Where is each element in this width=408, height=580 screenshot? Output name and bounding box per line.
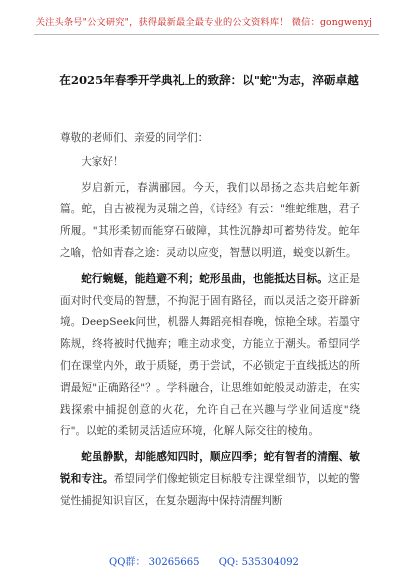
salutation: 尊敬的老师们、亲爱的同学们： bbox=[60, 132, 209, 144]
footer-qq-group: QQ群： 30265665 bbox=[109, 557, 200, 568]
paragraph-1: 岁启新元，春满郦园。今天，我们以昂扬之态共启蛇年新篇。蛇，自古被视为灵瑞之兽，《诗经》有云："维蛇维虺，君子所履。"其形柔韧而能穿石破障，其性沉静却可蓄势待发。蛇年之喻，恰如青春之途：灵动以应变，智慧以明道，蜕变以新生。 bbox=[60, 181, 360, 259]
paragraph-2-lead: 蛇行蜿蜒，能趋避不利；蛇形虽曲，也能抵达目标。 bbox=[81, 272, 328, 285]
page-title: 在2025年春季开学典礼上的致辞：以"蛇"为志，淬砺卓越 bbox=[59, 73, 359, 87]
paragraph-3 bbox=[60, 447, 360, 512]
paragraph-3-lead: 蛇虽静默，却能感知四时，顺应四季；蛇有智者的清醒、敏锐和专注。 bbox=[60, 451, 360, 485]
document-body bbox=[60, 128, 360, 517]
footer-contact bbox=[0, 553, 408, 568]
paragraph-2 bbox=[60, 269, 360, 443]
header-notice: 关注头条号"公文研究"，获得最新最全最专业的公文资料库！ 微信：gongwenyj bbox=[35, 17, 373, 28]
paragraph-2-text: 这正是面对时代变局的智慧，不拘泥于固有路径，而以灵活之姿开辟新境。DeepSeek问世，机器人舞蹈亮相春晚，惊艳全球。若墨守陈规，终将被时代抛弃；唯主动求变，方能立于潮头。希望同学们在课堂内外，敢于质疑，勇于尝试，不必锁定于直线抵达的所谓最短"正确路径"？。学科融合，让思维如蛇般灵动游走，在实践探索中捕捉创意的火花，允许自己在兴趣与学业间适度"绕行"。以蛇的柔韧灵活适应环境，化解人际交往的棱角。 bbox=[60, 272, 361, 438]
paragraph-3-text: 希望同学们像蛇锁定目标般专注课堂细节，以蛇的警觉性捕捉知识盲区，在复杂题海中保持清醒判断 bbox=[60, 472, 360, 507]
greeting: 大家好！ bbox=[81, 155, 124, 168]
footer-qq: QQ: 535304092 bbox=[218, 557, 299, 568]
header-divider bbox=[34, 34, 379, 35]
